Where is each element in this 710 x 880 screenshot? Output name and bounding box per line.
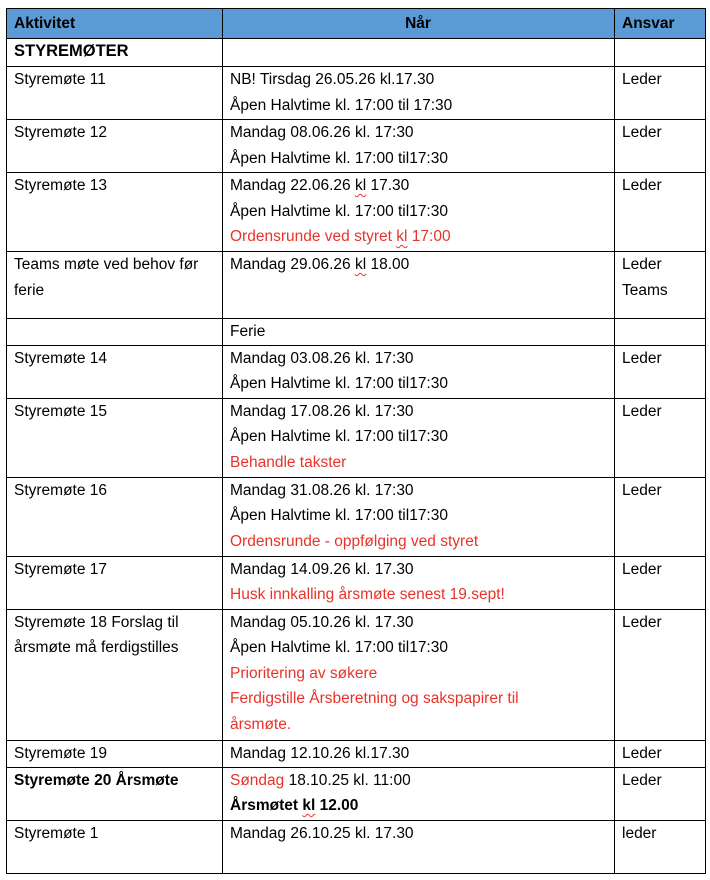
responsible-cell [615,345,706,398]
table-row [7,767,706,820]
when-text: 18.00 [366,256,410,273]
section-cell [7,39,223,67]
activity-text: Styremøte 20 Årsmøte [14,771,179,789]
when-text: Mandag 17.08.26 kl. 17:30 [230,402,414,420]
when-cell [223,173,615,252]
when-line [230,582,606,608]
header-activity: Aktivitet [7,9,223,39]
activity-text: årsmøte må ferdigstilles [14,639,179,657]
table-row [7,820,706,873]
when-line [230,346,606,372]
header-responsible: Ansvar [615,9,706,39]
responsible-text: Leder [622,744,662,762]
section-row [7,39,706,67]
responsible-cell [615,252,706,319]
header-when: Når [223,9,615,39]
when-line [230,635,606,661]
when-text: NB! Tirsdag 26.05.26 kl.17.30 [230,71,435,88]
when-line [230,768,606,794]
when-text: Åpen Halvtime kl. 17:00 til17:30 [230,375,448,393]
responsible-cell [615,609,706,740]
table-row [7,319,706,346]
activity-text: Styremøte 16 [14,481,108,499]
when-line [230,478,606,504]
when-text: Husk innkalling årsmøte senest 19.sept! [230,586,505,604]
table-row [7,120,706,173]
responsible-text: Leder [622,481,662,499]
when-text: Åpen Halvtime kl. 17:00 til17:30 [230,507,448,525]
activity-text: Styremøte 17 [14,560,108,578]
header-row [7,9,706,39]
responsible-text: Leder [622,124,662,141]
activity-cell [7,319,223,346]
when-cell [223,398,615,477]
responsible-text: leder [622,824,657,842]
when-line [230,686,606,712]
when-line [230,450,606,476]
when-cell [223,556,615,609]
responsible-cell [615,319,706,346]
responsible-text: Leder [622,402,662,420]
when-text: kl [396,228,408,246]
when-line [230,173,606,199]
activity-text: Styremøte 1 [14,824,99,842]
when-line [230,93,606,119]
when-text: Ferie [230,323,266,340]
when-cell [223,820,615,873]
activity-text: Styremøte 13 [14,177,108,194]
responsible-text: Leder [622,71,662,88]
responsible-text: Leder [622,771,662,789]
section-empty-cell [223,39,615,67]
when-text: kl [354,256,367,273]
when-text: Mandag 29.06.26 [230,256,355,273]
when-text: Mandag 22.06.26 [230,177,355,194]
activity-cell [7,120,223,173]
table-row [7,477,706,556]
activity-text: Styremøte 14 [14,349,108,367]
activity-text: Styremøte 12 [14,124,108,141]
when-line [230,557,606,583]
when-line [230,319,606,345]
when-cell [223,767,615,820]
responsible-text: Leder [622,256,662,273]
when-text: Behandle takster [230,453,347,471]
when-text: Mandag 03.08.26 kl. 17:30 [230,349,414,367]
when-text: 12.00 [315,797,359,815]
when-text: Prioritering av søkere [230,664,378,682]
activity-cell [7,820,223,873]
when-text: Søndag [230,771,285,789]
when-line [230,120,606,146]
when-text: Mandag 08.06.26 kl. 17:30 [230,124,414,141]
when-text: Ordensrunde - oppfølging ved styret [230,532,479,550]
when-line [230,399,606,425]
activity-cell [7,609,223,740]
when-text: Mandag 26.10.25 kl. 17.30 [230,824,414,842]
when-cell [223,67,615,120]
table-row [7,345,706,398]
when-cell [223,319,615,346]
activity-cell [7,556,223,609]
when-line [230,199,606,225]
when-line [230,741,606,767]
responsible-cell [615,767,706,820]
when-text: Mandag 12.10.26 kl.17.30 [230,744,410,762]
activity-text: Styremøte 11 [14,71,106,88]
activity-text: Styremøte 18 Forslag til [14,613,179,631]
when-cell [223,120,615,173]
when-text: Åpen Halvtime kl. 17:00 til17:30 [230,428,448,446]
when-text: Mandag 14.09.26 kl. 17.30 [230,560,414,578]
when-text: årsmøte. [230,715,292,733]
activity-cell [7,398,223,477]
table-row [7,173,706,252]
when-cell [223,345,615,398]
activity-text: Styremøte 15 [14,402,108,420]
activity-text: ferie [14,281,45,299]
responsible-cell [615,820,706,873]
when-line [230,371,606,397]
when-text: kl [302,797,316,815]
when-text: Åpen Halvtime kl. 17:00 til 17:30 [230,96,453,114]
responsible-text: Teams [622,281,668,299]
activity-cell [7,252,223,319]
when-text: Mandag 05.10.26 kl. 17.30 [230,613,414,631]
when-text: Årsmøtet [230,797,303,815]
when-line [230,146,606,172]
activity-cell [7,767,223,820]
activity-cell [7,67,223,120]
activity-text: Styremøte 19 [14,744,108,762]
activity-cell [7,477,223,556]
schedule-table [6,8,706,874]
when-text: 17.30 [366,177,410,194]
table-row [7,740,706,767]
table-row [7,252,706,319]
responsible-text: Leder [622,613,662,631]
responsible-cell [615,67,706,120]
when-cell [223,609,615,740]
when-text: kl [354,177,367,194]
when-line [230,529,606,555]
when-text: 17:00 [407,228,451,246]
activity-cell [7,740,223,767]
responsible-text: Leder [622,349,662,367]
when-line [230,793,606,819]
when-cell [223,477,615,556]
when-cell [223,252,615,319]
when-line [230,224,606,250]
when-text: Åpen Halvtime kl. 17:00 til17:30 [230,202,448,220]
responsible-cell [615,740,706,767]
when-line [230,821,606,847]
table-row [7,398,706,477]
when-cell [223,740,615,767]
when-line [230,252,606,278]
activity-cell [7,345,223,398]
responsible-cell [615,477,706,556]
responsible-text: Leder [622,177,662,194]
responsible-text: Leder [622,560,662,578]
when-text: Åpen Halvtime kl. 17:00 til17:30 [230,639,448,657]
when-text: Ordensrunde ved styret [230,228,397,246]
when-line [230,424,606,450]
table-row [7,556,706,609]
responsible-cell [615,120,706,173]
responsible-cell [615,556,706,609]
when-line [230,503,606,529]
when-text: Mandag 31.08.26 kl. 17:30 [230,481,414,499]
responsible-cell [615,173,706,252]
section-empty-cell [615,39,706,67]
activity-text: Teams møte ved behov før [14,256,199,273]
table-body [7,39,706,874]
table-row [7,67,706,120]
when-line [230,712,606,738]
when-line [230,661,606,687]
when-text: 18.10.25 kl. 11:00 [284,771,411,789]
when-text: Åpen Halvtime kl. 17:00 til17:30 [230,149,448,167]
section-title: STYREMØTER [14,42,129,60]
responsible-cell [615,398,706,477]
when-text: Ferdigstille Årsberetning og sakspapirer til [230,690,519,708]
when-line [230,67,606,93]
activity-cell [7,173,223,252]
table-row [7,609,706,740]
when-line [230,610,606,636]
